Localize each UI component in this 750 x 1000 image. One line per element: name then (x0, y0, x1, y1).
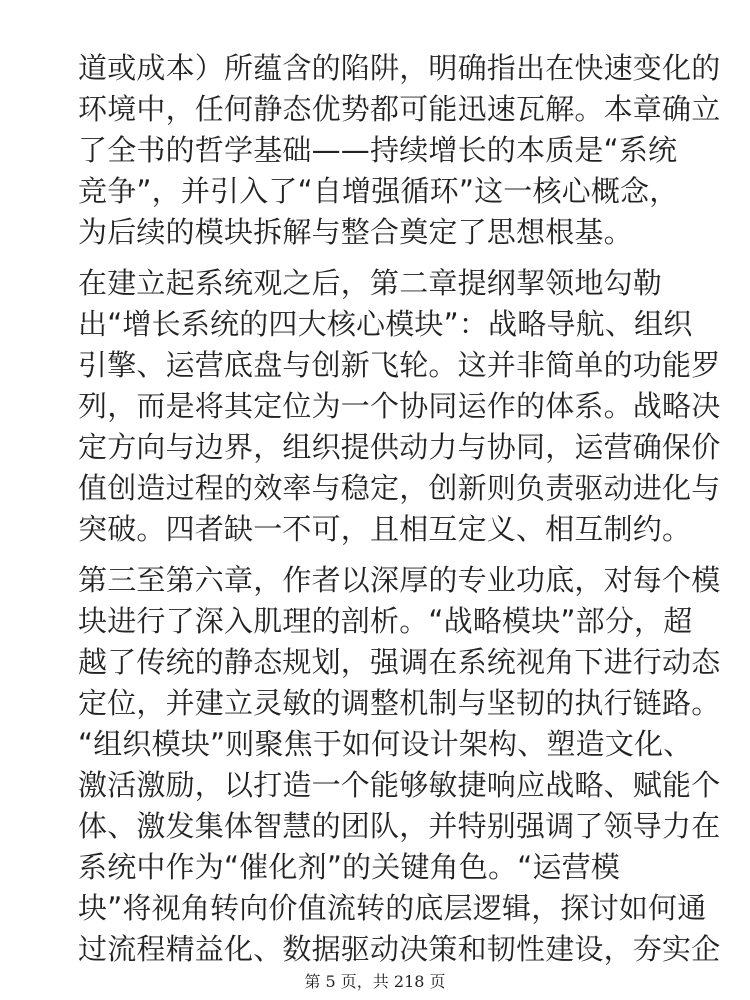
paragraph-3 (78, 560, 721, 970)
text-line: “组织模块”则聚焦于如何设计架构、塑造文化、 (78, 727, 693, 761)
paragraph-2 (78, 263, 721, 550)
text-line: 激活激励，以打造一个能够敏捷响应战略、赋能个 (78, 768, 721, 802)
text-line: 定位，并建立灵敏的调整机制与坚韧的执行链路。 (78, 686, 721, 720)
text-line: 过流程精益化、数据驱动决策和韧性建设，夯实企 (78, 932, 721, 966)
paragraph-1 (78, 48, 721, 253)
text-line: 块”将视角转向价值流转的底层逻辑，探讨如何通 (78, 891, 707, 925)
text-line: 体、激发集体智慧的团队，并特别强调了领导力在 (78, 809, 721, 843)
text-line: 在建立起系统观之后，第二章提纲挈领地勾勒 (78, 266, 663, 300)
text-line: 出“增长系统的四大核心模块”：战略导航、组织 (78, 307, 693, 341)
text-line: 块进行了深入肌理的剖析。“战略模块”部分，超 (78, 604, 693, 638)
text-line: 了全书的哲学基础——持续增长的本质是“系统 (78, 133, 678, 167)
text-line: 突破。四者缺一不可，且相互定义、相互制约。 (78, 512, 692, 546)
text-line: 越了传统的静态规划，强调在系统视角下进行动态 (78, 645, 721, 679)
text-line: 系统中作为“催化剂”的关键角色。“运营模 (78, 850, 621, 884)
text-line: 为后续的模块拆解与整合奠定了思想根基。 (78, 215, 633, 249)
text-line: 列，而是将其定位为一个协同运作的体系。战略决 (78, 389, 721, 423)
page-number-footer: 第 5 页，共 218 页 (304, 972, 446, 991)
text-line: 道或成本）所蕴含的陷阱，明确指出在快速变化的 (78, 51, 721, 85)
text-line: 定方向与边界，组织提供动力与协同，运营确保价 (78, 430, 721, 464)
text-line: 竞争”，并引入了“自增强循环”这一核心概念， (78, 174, 679, 208)
text-line: 值创造过程的效率与稳定，创新则负责驱动进化与 (78, 471, 721, 505)
text-line: 引擎、运营底盘与创新飞轮。这并非简单的功能罗 (78, 348, 721, 382)
body-text (78, 48, 721, 980)
text-line: 第三至第六章，作者以深厚的专业功底，对每个模 (78, 563, 721, 597)
text-line: 环境中，任何静态优势都可能迅速瓦解。本章确立 (78, 92, 721, 126)
